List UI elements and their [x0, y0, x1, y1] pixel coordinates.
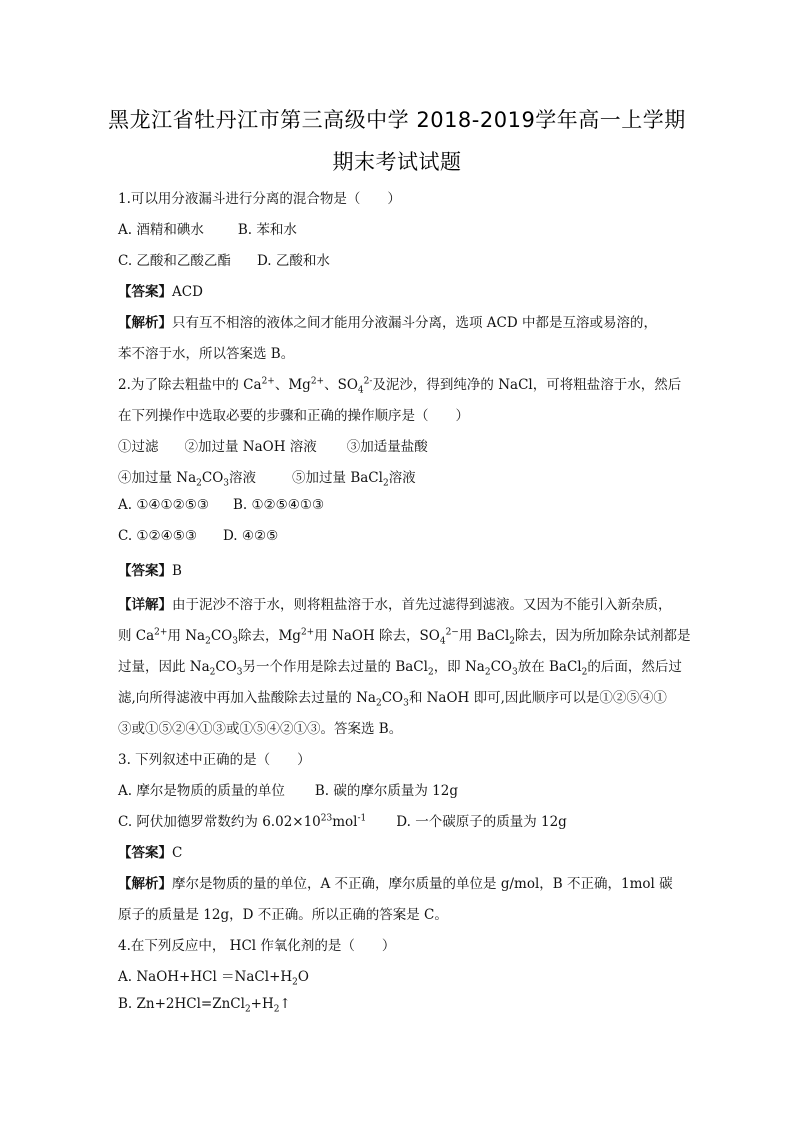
q3-option-b: B. 碳的摩尔质量为 12g — [314, 783, 458, 799]
q3-options-ab — [118, 779, 458, 799]
q2-detail-line5: ③或①⑤②④①③或①⑤④②①③。答案选 B。 — [118, 721, 403, 737]
q4-stem: 4.在下列反应中， HCl 作氧化剂的是（ ） — [118, 938, 396, 954]
q3-analysis-line2: 原子的质量是 12g，D 不正确。所以正确的答案是 C。 — [118, 907, 448, 923]
q1-options-cd — [118, 249, 330, 269]
q2-option-d: D. ④②⑤ — [222, 528, 279, 544]
q2-op4: ④加过量 $Na_2CO_3$溶液 — [118, 470, 257, 489]
q2-operations-row2 — [118, 466, 416, 489]
q2-op2: ②加过量 NaOH 溶液 — [184, 439, 317, 455]
q2-op3: ③加适量盐酸 — [346, 439, 428, 455]
q2-answer — [118, 559, 182, 579]
q1-stem: 1.可以用分液漏斗进行分离的混合物是（ ） — [118, 191, 401, 207]
q2-detail-line1: 【详解】由于泥沙不溶于水，则将粗盐溶于水，首先过滤得到滤液。又因为不能引入新杂质， — [118, 597, 672, 613]
q1-options-ab — [118, 218, 297, 238]
q3-stem: 3. 下列叙述中正确的是（ ） — [118, 752, 311, 768]
q2-operations-row1 — [118, 435, 428, 455]
q1-option-d: D. 乙酸和水 — [256, 253, 330, 269]
analysis-tag: 【解析】 — [118, 315, 172, 331]
q1-option-c: C. 乙酸和乙酸乙酯 — [118, 253, 231, 269]
q4-option-a: A. NaOH+HCl $=NaCl+H_2O$ — [118, 969, 309, 988]
q3-option-c: C. 阿伏加德罗常数约为 $6.02\times 10^{23}mol^{-1}$ — [118, 813, 367, 830]
q3-answer — [118, 841, 182, 861]
q2-answer-value: B — [172, 563, 182, 579]
q2-detail-line2: 则 $Ca^{2+}$用 $Na_2CO_3$除去，$Mg^{2+}$用 NaOH 除去，$SO_4^{2-}$用 BaCl$_2$除去，因为所加除杂试剂都是 — [118, 627, 691, 647]
analysis-tag: 【解析】 — [118, 876, 172, 892]
q3-analysis-line1: 【解析】摩尔是物质的量的单位，A 不正确，摩尔质量的单位是 g/mol，B 不正确，1mol 碳 — [118, 876, 673, 892]
answer-tag: 【答案】 — [118, 563, 172, 579]
q2-stem-line1: 2.为了除去粗盐中的 $Ca^{2+}$、$Mg^{2+}$、$SO_4^{2-}$及泥沙，得到纯净的 NaCl，可将粗盐溶于水，然后 — [118, 376, 682, 396]
q3-option-d: D. 一个碳原子的质量为 12g — [396, 814, 567, 830]
detail-tag: 【详解】 — [118, 597, 172, 613]
q3-options-cd — [118, 810, 567, 830]
q2-op5: ⑤加过量 BaCl$_2$溶液 — [292, 470, 416, 489]
q3-answer-value: C — [172, 845, 183, 861]
q1-analysis-line2: 苯不溶于水，所以答案选 B。 — [118, 346, 295, 362]
document-title-line2: 期末考试试题 — [332, 150, 462, 174]
q2-stem-line2: 在下列操作中选取必要的步骤和正确的操作顺序是（ ） — [118, 408, 469, 424]
q3-option-a: A. 摩尔是物质的质量的单位 — [118, 783, 285, 799]
q1-answer — [118, 280, 203, 300]
q2-option-b: B. ①②⑤④①③ — [232, 497, 325, 513]
q1-option-b: B. 苯和水 — [237, 222, 297, 238]
q1-answer-value: ACD — [172, 284, 203, 300]
q2-op1: ①过滤 — [118, 439, 159, 455]
q2-detail-line3: 过量，因此 $Na_2CO_3$另一个作用是除去过量的 BaCl$_2$，即 $Na_2CO_3$放在 BaCl$_2$的后面，然后过 — [118, 659, 682, 678]
q2-option-c: C. ①②④⑤③ — [118, 528, 197, 544]
answer-tag: 【答案】 — [118, 845, 172, 861]
q1-option-a: A. 酒精和碘水 — [118, 222, 204, 238]
document-title-line1: 黑龙江省牡丹江市第三高级中学 2018-2019学年高一上学期 — [108, 108, 686, 132]
q2-detail-line4: 滤,向所得滤液中再加入盐酸除去过量的 $Na_2CO_3$和 NaOH 即可,因此顺序可以是①②⑤④① — [118, 690, 667, 709]
answer-tag: 【答案】 — [118, 284, 172, 300]
q1-analysis-line1: 【解析】只有互不相溶的液体之间才能用分液漏斗分离，选项 ACD 中都是互溶或易溶的， — [118, 315, 657, 331]
q2-options-cd — [118, 528, 278, 544]
q2-options-ab — [118, 497, 324, 513]
q4-option-b: B. $Zn+2HCl=ZnCl_2+H_2↑$ — [118, 996, 291, 1015]
q2-option-a: A. ①④①②⑤③ — [118, 497, 209, 513]
